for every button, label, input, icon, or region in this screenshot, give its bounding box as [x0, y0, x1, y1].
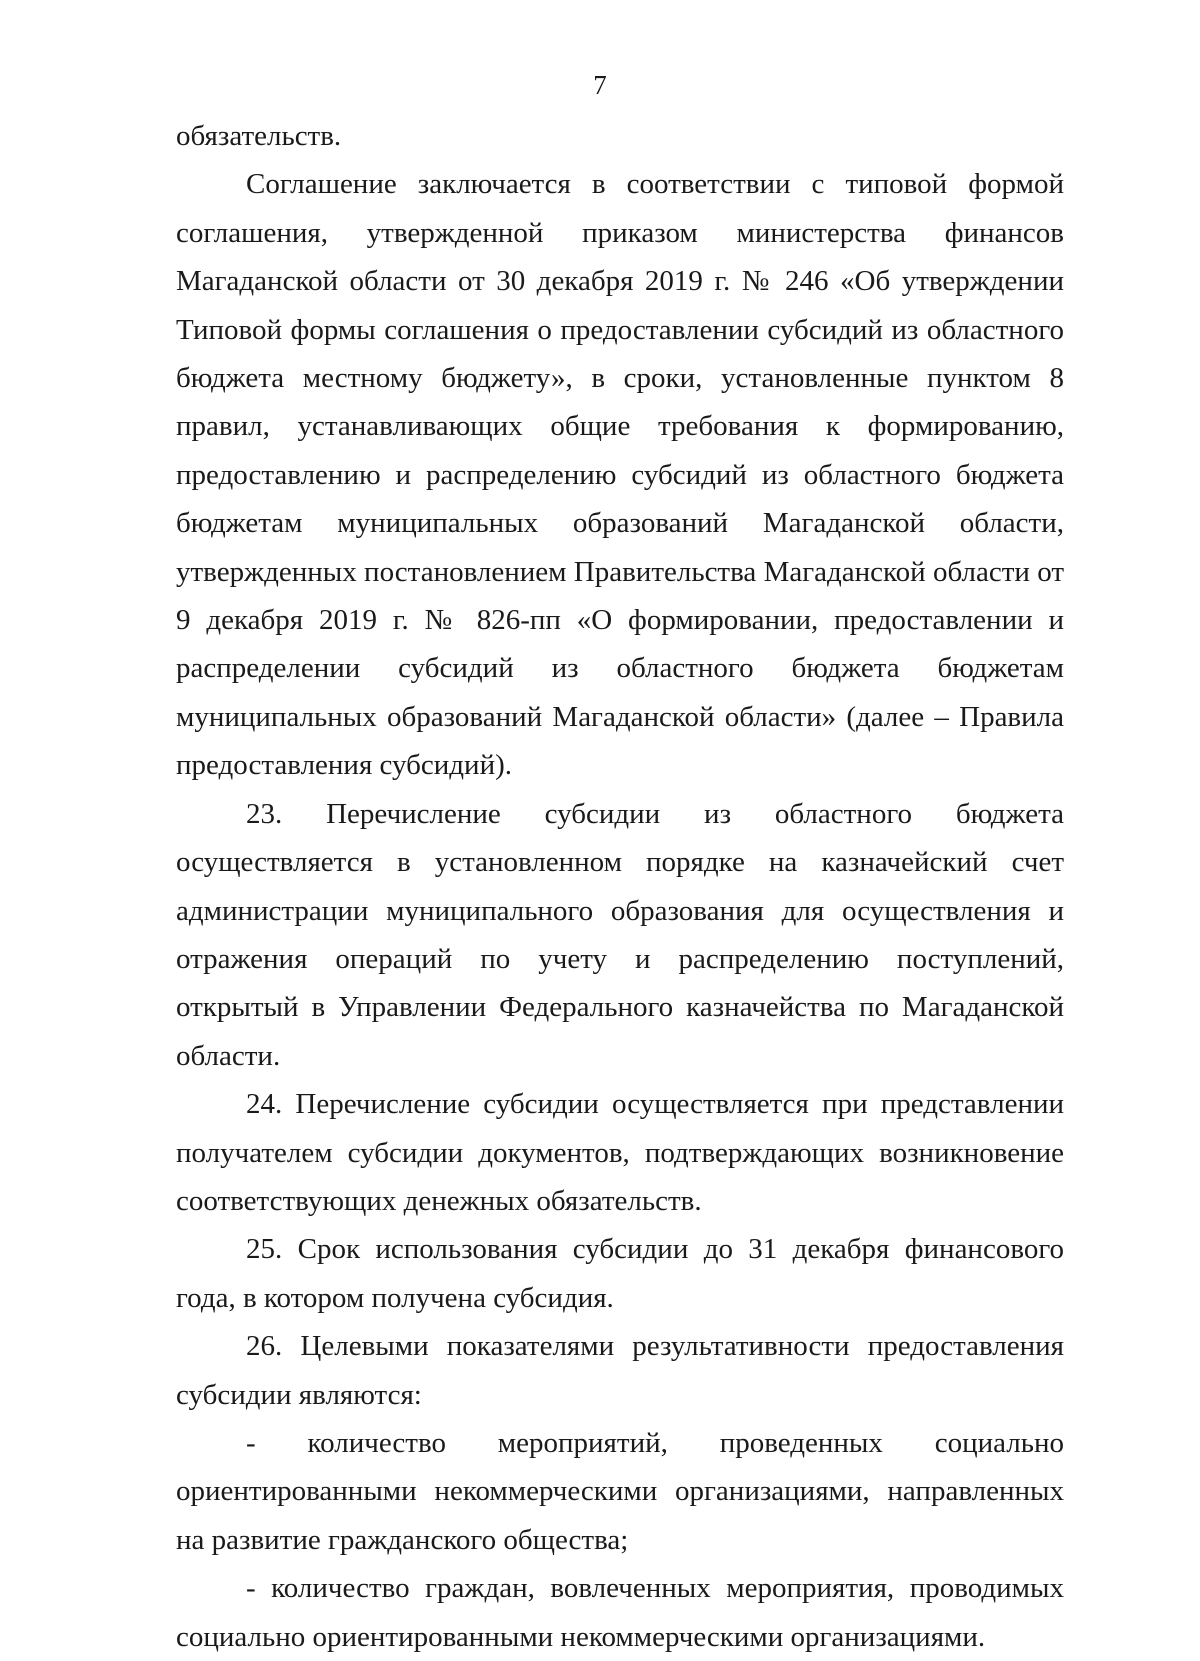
paragraph-26: 26. Целевыми показателями результативности предоставления субсидии являются:	[176, 1330, 1064, 1411]
paragraph-23: 23. Перечисление субсидии из областного бюджета осуществляется в установленном порядке на казначейский счет администрации муниципального образования для осуществления и отражения операций по учету и распределению поступлений, открытый в Управлении Федерального казначейства по Магаданской области.	[176, 797, 1064, 1072]
page-number: 7	[593, 70, 607, 100]
list-item-events-count: - количество мероприятий, проведенных социально ориентированными некоммерческими организациями, направленных на развитие гражданского общества;	[176, 1426, 1064, 1556]
paragraph-24: 24. Перечисление субсидии осуществляется при представлении получателем субсидии документов, подтверждающих возникновение соответствующих денежных обязательств.	[176, 1088, 1064, 1217]
list-item-citizens-count: - количество граждан, вовлеченных мероприятия, проводимых социально ориентированными некоммерческими организациями.	[176, 1572, 1064, 1653]
paragraph-25: 25. Срок использования субсидии до 31 декабря финансового года, в котором получена субсидия.	[176, 1233, 1064, 1314]
paragraph-agreement: Соглашение заключается в соответствии с типовой формой соглашения, утвержденной приказом министерства финансов Магаданской области от 30 декабря 2019 г. № 246 «Об утверждении Типовой формы соглашения о предоставлении субсидий из областного бюджета местному бюджету», в сроки, установленные пунктом 8 правил, устанавливающих общие требования к формированию, предоставлению и распределению субсидий из областного бюджета бюджетам муниципальных образований Магаданской области, утвержденных постановлением Правительства Магаданской области от 9 декабря 2019 г. № 826-пп «О формировании, предоставлении и распределении субсидий из областного бюджета бюджетам муниципальных образований Магаданской области» (далее – Правила предоставления субсидий).	[176, 168, 1064, 782]
document-body	[176, 112, 1064, 1661]
paragraph-continuation: обязательств.	[176, 120, 342, 152]
